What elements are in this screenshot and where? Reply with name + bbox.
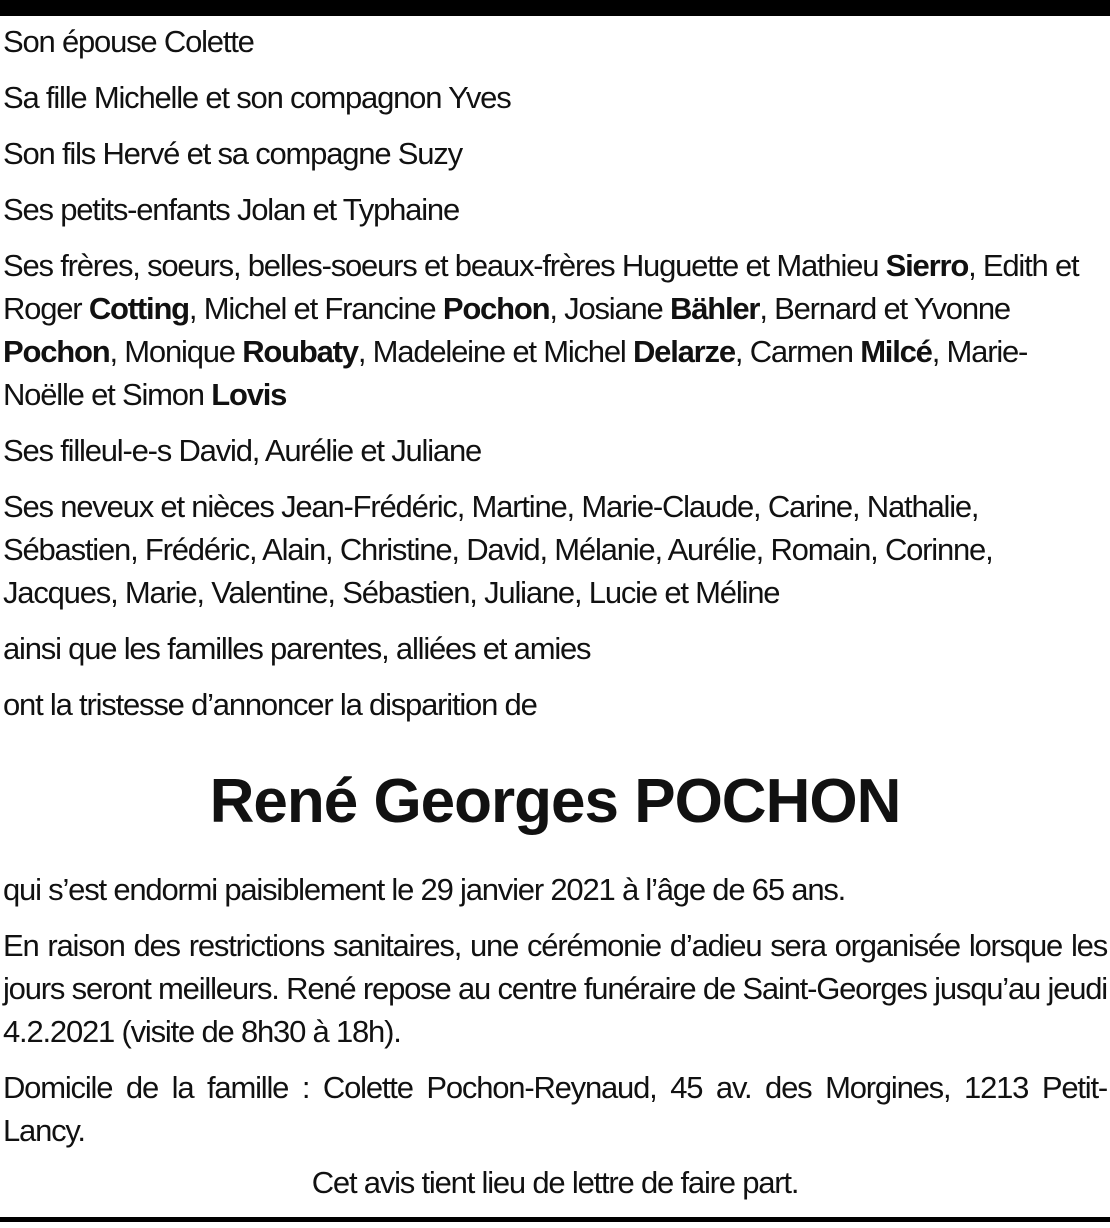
sibling-names: Monique: [124, 334, 243, 369]
sibling-surname: Delarze: [633, 334, 735, 369]
sibling-surname: Pochon: [442, 291, 550, 326]
sibling-surname: Sierro: [885, 248, 969, 283]
sibling-names: Madeleine et Michel: [372, 334, 633, 369]
sibling-names: Josiane: [564, 291, 671, 326]
sibling-surname: Roubaty: [242, 334, 358, 369]
sibling-names: Huguette et Mathieu: [621, 248, 886, 283]
address-paragraph: Domicile de la famille : Colette Pochon-Reynaud, 45 av. des Morgines, 1213 Petit-Lancy.: [3, 1070, 1107, 1148]
son-line: Son fils Hervé et sa compagne Suzy: [3, 136, 462, 171]
sibling-names: Edith et Roger: [3, 248, 1079, 326]
sibling-surname: Bähler: [670, 291, 760, 326]
nephews-paragraph: Ses neveux et nièces Jean-Frédéric, Martine, Marie-Claude, Carine, Nathalie, Sébastien, Frédéric, Alain, Christine, David, Mélanie, Aurélie, Romain, Corinne, Jacques, Marie, Valentine, Sébastien, Juliane, Lucie et Méline: [3, 489, 993, 610]
siblings-paragraph: Ses frères, soeurs, belles-soeurs et beaux-frères Huguette et Mathieu Sierro, Edith et Roger Cotting, Michel et Francine Pochon, Josiane Bähler, Bernard et Yvonne Pochon, Monique Roubaty, Madeleine et Michel Delarze, Carmen Milcé, Marie-Noëlle et Simon Lovis: [3, 248, 1079, 412]
sibling-surname: Cotting: [88, 291, 189, 326]
sibling-names: Carmen: [749, 334, 861, 369]
sibling-surname: Pochon: [3, 334, 110, 369]
sibling-names: Marie-Noëlle et Simon: [3, 334, 1028, 412]
top-border: [0, 0, 1110, 16]
godchildren-line: Ses filleul-e-s David, Aurélie et Juliane: [3, 433, 482, 468]
announce-line: ont la tristesse d’annoncer la disparition de: [3, 687, 537, 722]
spouse-line: Son épouse Colette: [3, 24, 254, 59]
sibling-names: Michel et Francine: [203, 291, 443, 326]
siblings-intro: Ses frères, soeurs, belles-soeurs et beaux-frères: [3, 248, 622, 283]
passing-line: qui s’est endormi paisiblement le 29 janvier 2021 à l’âge de 65 ans.: [3, 872, 846, 907]
relatives-line: ainsi que les familles parentes, alliées et amies: [3, 631, 591, 666]
sibling-surname: Lovis: [211, 377, 287, 412]
bottom-border: [0, 1217, 1110, 1222]
deceased-name: René Georges POCHON: [209, 767, 901, 836]
daughter-line: Sa fille Michelle et son compagnon Yves: [3, 80, 511, 115]
death-notice: [3, 20, 1107, 1217]
grandchildren-line: Ses petits-enfants Jolan et Typhaine: [3, 192, 459, 227]
sibling-surname: Milcé: [860, 334, 932, 369]
closing-line: Cet avis tient lieu de lettre de faire part.: [311, 1165, 799, 1200]
ceremony-paragraph: En raison des restrictions sanitaires, une cérémonie d’adieu sera organisée lorsque les jours seront meilleurs. René repose au centre funéraire de Saint-Georges jusqu’au jeudi 4.2.2021 (visite de 8h30 à 18h).: [3, 928, 1107, 1049]
sibling-names: Bernard et Yvonne: [774, 291, 1010, 326]
